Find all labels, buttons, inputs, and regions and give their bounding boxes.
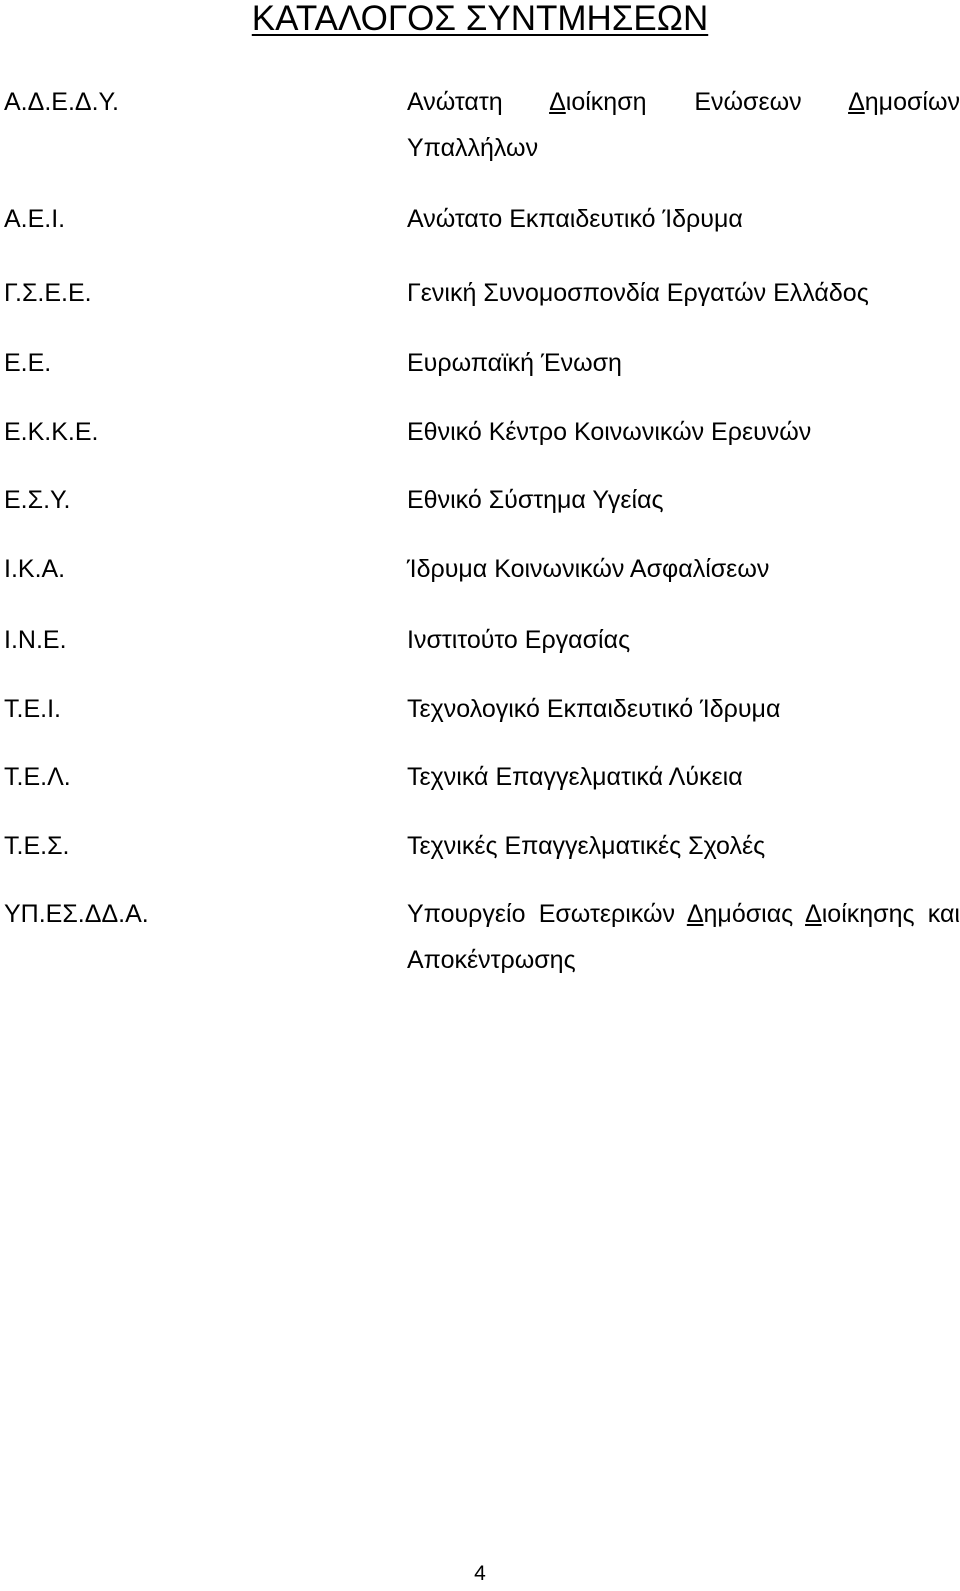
abbreviation-definition: Ίδρυμα Κοινωνικών Ασφαλίσεων	[407, 555, 770, 583]
abbreviation: Τ.Ε.Ι.	[4, 695, 61, 723]
abbreviation-definition: Εθνικό Κέντρο Κοινωνικών Ερευνών	[407, 418, 812, 446]
page-number: 4	[474, 1562, 486, 1585]
abbreviation-definition: Εθνικό Σύστημα Υγείας	[407, 486, 664, 514]
abbreviation-definition: Ινστιτούτο Εργασίας	[407, 626, 631, 654]
abbreviation-definition: Ανώτατη Διοίκηση Ενώσεων Δημοσίων Υπαλλήλων	[407, 88, 960, 162]
abbreviation-definition: Ανώτατο Εκπαιδευτικό Ίδρυμα	[407, 205, 743, 233]
page-title-text: ΚΑΤΑΛΟΓΟΣ ΣΥΝΤΜΗΣΕΩΝ	[251, 0, 709, 38]
abbreviation-definition: Υπουργείο Εσωτερικών Δημόσιας Διοίκησης και Αποκέντρωσης	[407, 900, 960, 974]
abbreviation: Τ.Ε.Λ.	[4, 763, 71, 791]
abbreviation: Ε.Κ.Κ.Ε.	[4, 418, 99, 446]
abbreviation: Τ.Ε.Σ.	[4, 832, 70, 860]
abbreviation: ΥΠ.ΕΣ.ΔΔ.Α.	[4, 900, 149, 928]
abbreviation: Ε.Ε.	[4, 349, 52, 377]
abbreviation: Ε.Σ.Υ.	[4, 486, 71, 514]
abbreviation-definition: Γενική Συνομοσπονδία Εργατών Ελλάδος	[407, 279, 869, 307]
abbreviation-definition: Τεχνικές Επαγγελματικές Σχολές	[407, 832, 766, 860]
page-title	[0, 0, 960, 38]
abbreviation-definition: Ευρωπαϊκή Ένωση	[407, 349, 622, 377]
abbreviation: Α.Ε.Ι.	[4, 205, 66, 233]
abbreviation: Α.Δ.Ε.Δ.Υ.	[4, 88, 119, 116]
abbreviation: Γ.Σ.Ε.Ε.	[4, 279, 92, 307]
abbreviation: Ι.Ν.Ε.	[4, 626, 67, 654]
abbreviation: Ι.Κ.Α.	[4, 555, 66, 583]
abbreviation-definition: Τεχνολογικό Εκπαιδευτικό Ίδρυμα	[407, 695, 781, 723]
abbreviation-definition: Τεχνικά Επαγγελματικά Λύκεια	[407, 763, 743, 791]
